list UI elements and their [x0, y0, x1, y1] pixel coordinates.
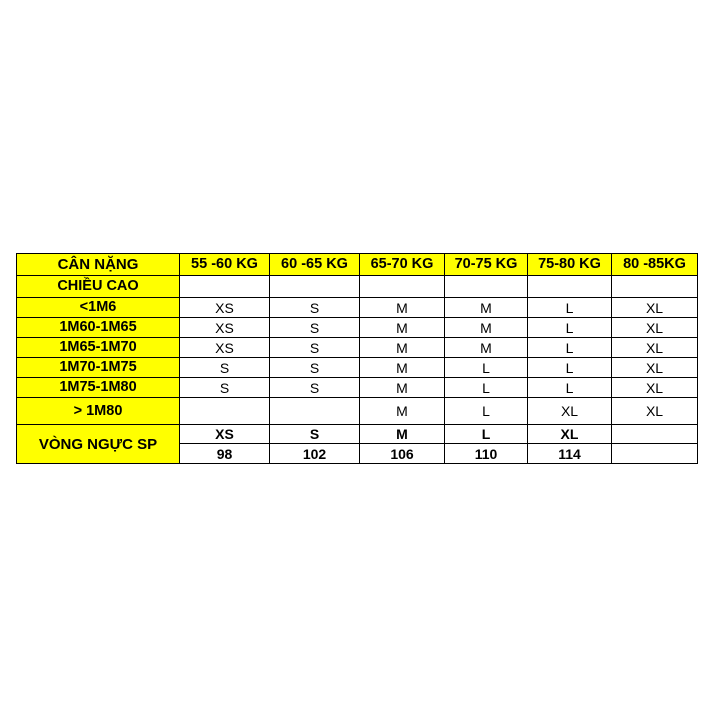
empty-cell	[445, 276, 528, 298]
size-cell: M	[445, 338, 528, 358]
chest-label: VÒNG NGỰC SP	[17, 425, 180, 464]
weight-column-header: 80 -85KG	[612, 254, 698, 276]
chest-value-cell: 114	[528, 444, 612, 464]
size-cell: L	[528, 378, 612, 398]
weight-header-row	[17, 254, 698, 276]
empty-cell	[612, 276, 698, 298]
size-cell: S	[180, 358, 270, 378]
size-cell: M	[360, 398, 445, 425]
weight-label: CÂN NẶNG	[17, 254, 180, 276]
size-cell	[180, 398, 270, 425]
height-range: 1M70-1M75	[17, 358, 180, 378]
size-cell: XS	[180, 338, 270, 358]
size-cell: XS	[180, 318, 270, 338]
size-cell: M	[360, 298, 445, 318]
height-range: <1M6	[17, 298, 180, 318]
size-cell: L	[445, 378, 528, 398]
size-cell: M	[360, 378, 445, 398]
size-cell: L	[528, 318, 612, 338]
size-cell: M	[445, 298, 528, 318]
table-row	[17, 378, 698, 398]
height-range: > 1M80	[17, 398, 180, 425]
size-cell: L	[528, 338, 612, 358]
chest-size-cell: M	[360, 425, 445, 444]
height-range: 1M60-1M65	[17, 318, 180, 338]
table-row	[17, 398, 698, 425]
weight-column-header: 75-80 KG	[528, 254, 612, 276]
size-cell: S	[270, 298, 360, 318]
chest-value-cell: 110	[445, 444, 528, 464]
chest-size-cell: S	[270, 425, 360, 444]
height-range: 1M75-1M80	[17, 378, 180, 398]
chest-value-cell: 106	[360, 444, 445, 464]
size-chart-table	[16, 253, 698, 464]
size-cell: M	[360, 358, 445, 378]
table-row	[17, 318, 698, 338]
chest-size-cell: L	[445, 425, 528, 444]
size-cell: XL	[612, 338, 698, 358]
chest-size-cell: XL	[528, 425, 612, 444]
weight-column-header: 70-75 KG	[445, 254, 528, 276]
size-cell: XL	[612, 298, 698, 318]
size-cell	[270, 398, 360, 425]
chest-value-cell: 102	[270, 444, 360, 464]
empty-cell	[360, 276, 445, 298]
size-cell: L	[528, 358, 612, 378]
empty-cell	[270, 276, 360, 298]
size-cell: XL	[612, 358, 698, 378]
weight-column-header: 55 -60 KG	[180, 254, 270, 276]
size-cell: L	[445, 358, 528, 378]
size-cell: L	[445, 398, 528, 425]
chest-value-cell	[612, 444, 698, 464]
size-cell: S	[180, 378, 270, 398]
size-cell: XS	[180, 298, 270, 318]
height-label-row	[17, 276, 698, 298]
size-cell: M	[445, 318, 528, 338]
size-cell: S	[270, 338, 360, 358]
empty-cell	[180, 276, 270, 298]
table-row	[17, 298, 698, 318]
height-range: 1M65-1M70	[17, 338, 180, 358]
chest-size-cell	[612, 425, 698, 444]
size-cell: L	[528, 298, 612, 318]
size-cell: S	[270, 358, 360, 378]
size-cell: M	[360, 318, 445, 338]
size-cell: M	[360, 338, 445, 358]
size-cell: XL	[612, 378, 698, 398]
size-cell: XL	[612, 318, 698, 338]
empty-cell	[528, 276, 612, 298]
table-row	[17, 358, 698, 378]
weight-column-header: 60 -65 KG	[270, 254, 360, 276]
size-cell: XL	[528, 398, 612, 425]
size-cell: XL	[612, 398, 698, 425]
size-cell: S	[270, 378, 360, 398]
chest-size-cell: XS	[180, 425, 270, 444]
chest-value-cell: 98	[180, 444, 270, 464]
weight-column-header: 65-70 KG	[360, 254, 445, 276]
size-cell: S	[270, 318, 360, 338]
chest-size-row	[17, 425, 698, 444]
height-label: CHIỀU CAO	[17, 276, 180, 298]
table-row	[17, 338, 698, 358]
